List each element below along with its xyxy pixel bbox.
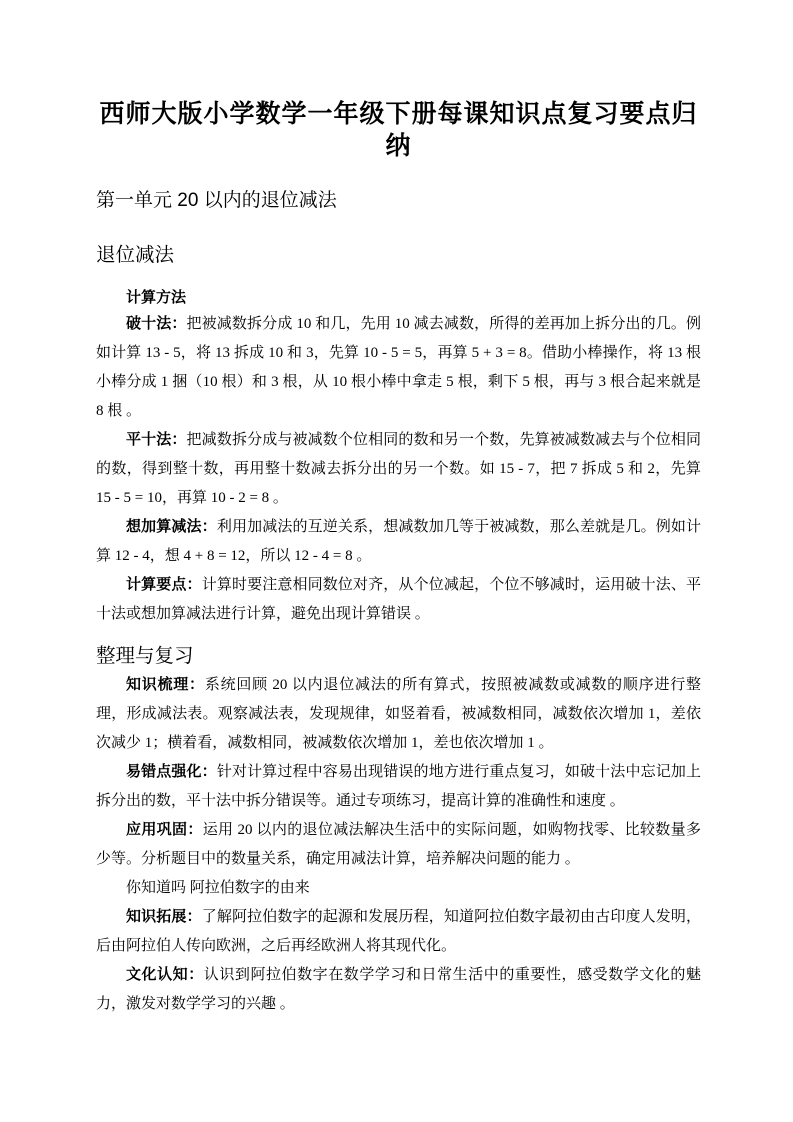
paragraph-text: 运用 20 以内的退位减法解决生活中的实际问题，如购物找零、比较数量多少等。分析题目中的数量关系，确定用减法计算，培养解决问题的能力 。	[96, 822, 701, 867]
paragraph-label: 计算要点：	[126, 577, 202, 593]
paragraph-text: 你知道吗 阿拉伯数字的由来	[126, 880, 310, 896]
paragraph-think-addition-method	[96, 513, 701, 571]
paragraph-did-you-know	[96, 874, 701, 903]
section-heading-borrow-subtraction: 退位减法	[96, 244, 175, 266]
paragraph-label: 知识拓展：	[126, 909, 202, 925]
paragraph-knowledge-sorting	[96, 671, 701, 758]
paragraph-text: 把被减数拆分成 10 和几，先用 10 减去减数，所得的差再加上拆分出的几。例如计算 13 - 5，将 13 拆成 10 和 3，先算 10 - 5 = 5，再算 5 + 3 = 8。借助小棒操作，将 13 根小棒分成 1 捆（10 根）和 3 根，从 10 根小棒中拿走 5 根，剩下 5 根，再与 3 根合起来就是 8 根 。	[96, 316, 701, 419]
paragraph-cultural-cognition	[96, 961, 701, 1019]
paragraph-text: 利用加减法的互逆关系，想减数加几等于被减数，那么差就是几。例如计算 12 - 4，想 4 + 8 = 12，所以 12 - 4 = 8 。	[96, 519, 701, 564]
paragraph-text: 计算时要注意相同数位对齐，从个位减起，个位不够减时，运用破十法、平十法或想加算减法进行计算，避免出现计算错误 。	[96, 577, 701, 622]
paragraph-level-ten-method	[96, 426, 701, 513]
paragraph-label: 易错点强化：	[126, 764, 217, 780]
section-review	[96, 643, 701, 1019]
paragraph-label: 破十法：	[126, 316, 187, 332]
paragraph-label: 文化认知：	[126, 967, 204, 983]
paragraph-label: 想加算减法：	[126, 519, 217, 535]
section-borrow-subtraction	[96, 242, 701, 629]
paragraph-text: 认识到阿拉伯数字在数学学习和日常生活中的重要性，感受数学文化的魅力，激发对数学学习的兴趣 。	[96, 967, 701, 1012]
paragraph-calculation-keypoints	[96, 571, 701, 629]
section-heading-review: 整理与复习	[96, 645, 194, 667]
paragraph-knowledge-expansion	[96, 903, 701, 961]
paragraph-text: 了解阿拉伯数字的起源和发展历程，知道阿拉伯数字最初由古印度人发明，后由阿拉伯人传向欧洲，之后再经欧洲人将其现代化。	[96, 909, 701, 954]
subheading-calculation-methods: 计算方法	[126, 290, 187, 306]
paragraph-label: 应用巩固：	[126, 822, 203, 838]
paragraph-text: 针对计算过程中容易出现错误的地方进行重点复习，如破十法中忘记加上拆分出的数，平十法中拆分错误等。通过专项练习，提高计算的准确性和速度 。	[96, 764, 701, 809]
paragraph-break-ten-method	[96, 310, 701, 426]
paragraph-error-prone-points	[96, 758, 701, 816]
paragraph-text: 把减数拆分成与被减数个位相同的数和另一个数，先算被减数减去与个位相同的数，得到整十数，再用整十数减去拆分出的另一个数。如 15 - 7，把 7 拆成 5 和 2，先算 15 - 5 = 10，再算 10 - 2 = 8 。	[96, 432, 701, 506]
paragraph-label: 平十法：	[126, 432, 187, 448]
unit-heading: 第一单元 20 以内的退位减法	[96, 190, 337, 211]
doc-title: 西师大版小学数学一年级下册每课知识点复习要点归纳	[99, 100, 698, 160]
paragraph-application-consolidation	[96, 816, 701, 874]
paragraph-label: 知识梳理：	[126, 677, 205, 693]
paragraph-text: 系统回顾 20 以内退位减法的所有算式，按照被减数或减数的顺序进行整理，形成减法表。观察减法表，发现规律，如竖着看，被减数相同，减数依次增加 1，差依次减少 1；横着看，减数相同，被减数依次增加 1，差也依次增加 1 。	[96, 677, 701, 751]
